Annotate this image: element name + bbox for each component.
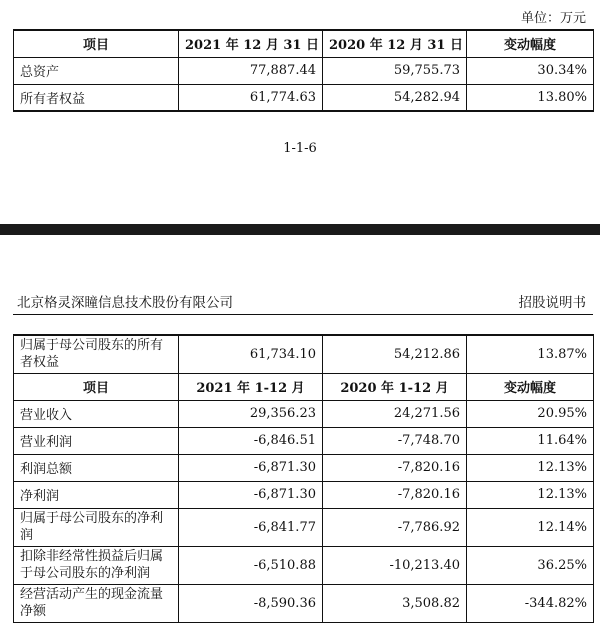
cell-change: 13.80%	[467, 84, 594, 111]
table-row	[14, 454, 594, 481]
cell-2021: -6,871.30	[179, 481, 323, 508]
cell-2021: -6,846.51	[179, 427, 323, 454]
cell-change: 20.95%	[467, 400, 594, 427]
cell-2020: -10,213.40	[323, 546, 467, 584]
table-row	[14, 84, 594, 111]
row-label: 利润总额	[14, 454, 179, 481]
header-divider	[13, 314, 593, 315]
cell-2020: -7,786.92	[323, 508, 467, 546]
cell-2021: -6,841.77	[179, 508, 323, 546]
cell-2021: 77,887.44	[179, 57, 323, 84]
cell-change: 12.13%	[467, 481, 594, 508]
table-header-row	[14, 373, 594, 400]
company-name: 北京格灵深瞳信息技术股份有限公司	[17, 295, 233, 311]
cell-2020: 54,212.86	[323, 335, 467, 373]
header-item: 项目	[14, 30, 179, 57]
row-label: 归属于母公司股东的所有者权益	[14, 335, 179, 373]
table-row	[14, 57, 594, 84]
row-label: 归属于母公司股东的净利润	[14, 508, 179, 546]
table-row	[14, 400, 594, 427]
page-separator-bar	[0, 224, 600, 235]
header-2020: 2020 年 1-12 月	[323, 373, 467, 400]
row-label: 总资产	[14, 57, 179, 84]
header-2021: 2021 年 1-12 月	[179, 373, 323, 400]
cell-change: 36.25%	[467, 546, 594, 584]
balance-table	[13, 29, 594, 112]
cell-change: 11.64%	[467, 427, 594, 454]
cell-2020: 24,271.56	[323, 400, 467, 427]
table-row	[14, 584, 594, 622]
cell-2020: 59,755.73	[323, 57, 467, 84]
cell-2020: 54,282.94	[323, 84, 467, 111]
cell-2021: -8,590.36	[179, 584, 323, 622]
row-label: 净利润	[14, 481, 179, 508]
page-number: 1-1-6	[283, 141, 317, 156]
header-2021: 2021 年 12 月 31 日	[179, 30, 323, 57]
table-row	[14, 508, 594, 546]
table-row	[14, 546, 594, 584]
cell-2020: 3,508.82	[323, 584, 467, 622]
cell-change: 12.14%	[467, 508, 594, 546]
table-row	[14, 427, 594, 454]
income-table	[13, 334, 594, 623]
table-header-row	[14, 30, 594, 57]
cell-2021: 29,356.23	[179, 400, 323, 427]
table-row	[14, 335, 594, 373]
row-label: 营业利润	[14, 427, 179, 454]
document-type: 招股说明书	[518, 295, 586, 311]
cell-change: -344.82%	[467, 584, 594, 622]
cell-change: 30.34%	[467, 57, 594, 84]
header-2020: 2020 年 12 月 31 日	[323, 30, 467, 57]
cell-2020: -7,820.16	[323, 481, 467, 508]
table-row	[14, 481, 594, 508]
unit-label: 单位：万元	[520, 11, 586, 26]
row-label: 营业收入	[14, 400, 179, 427]
header-change: 变动幅度	[467, 373, 594, 400]
cell-2020: -7,820.16	[323, 454, 467, 481]
cell-change: 13.87%	[467, 335, 594, 373]
header-item: 项目	[14, 373, 179, 400]
cell-2021: 61,734.10	[179, 335, 323, 373]
cell-2021: 61,774.63	[179, 84, 323, 111]
header-change: 变动幅度	[467, 30, 594, 57]
row-label: 扣除非经常性损益后归属于母公司股东的净利润	[14, 546, 179, 584]
cell-2020: -7,748.70	[323, 427, 467, 454]
cell-2021: -6,510.88	[179, 546, 323, 584]
row-label: 所有者权益	[14, 84, 179, 111]
row-label: 经营活动产生的现金流量净额	[14, 584, 179, 622]
cell-2021: -6,871.30	[179, 454, 323, 481]
cell-change: 12.13%	[467, 454, 594, 481]
